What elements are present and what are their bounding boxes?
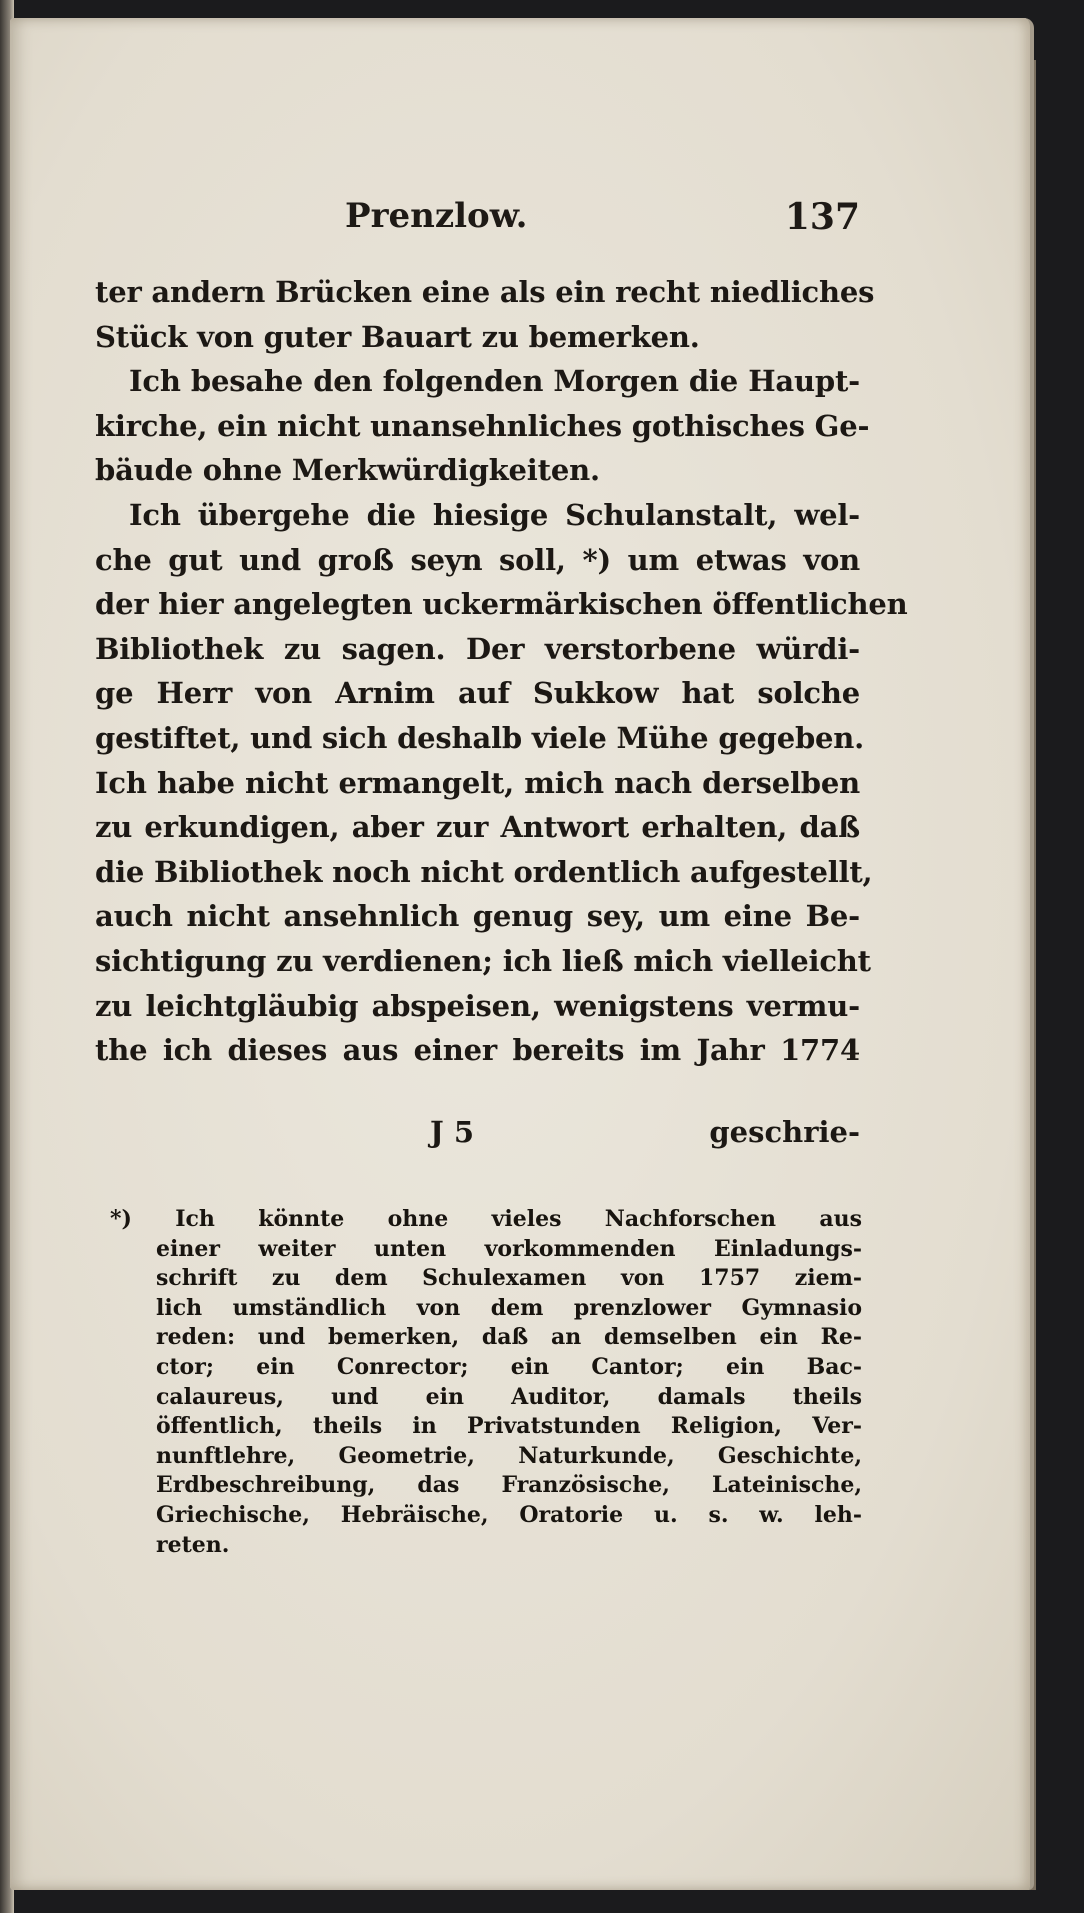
footnote	[110, 1205, 862, 1560]
page-number: 137	[784, 196, 860, 238]
text-line: zu erkundigen, aber zur Antwort erhalten, daß	[95, 810, 860, 845]
footnote-line: *) Ich könnte ohne vieles Nachforschen aus	[110, 1206, 862, 1232]
footnote-line: ctor; ein Conrector; ein Cantor; ein Bac-	[156, 1353, 862, 1380]
body-text	[95, 270, 908, 1073]
text-line: Ich übergehe die hiesige Schulanstalt, wel-	[129, 497, 860, 532]
text-line: Stück von guter Bauart zu bemerken.	[95, 319, 700, 354]
signature-mark: J 5	[430, 1115, 474, 1149]
text-line: Bibliothek zu sagen. Der verstorbene würdi-	[95, 631, 860, 666]
text-line: bäude ohne Merkwürdigkeiten.	[95, 453, 600, 488]
text-line: kirche, ein nicht unansehnliches gothisches Ge-	[95, 408, 870, 443]
footnote-line: öffentlich, theils in Privatstunden Religion, Ver-	[156, 1413, 862, 1440]
footnote-line: lich umständlich von dem prenzlower Gymnasio	[156, 1294, 862, 1321]
text-line: zu leichtgläubig abspeisen, wenigstens vermu-	[95, 988, 860, 1023]
footnote-line: einer weiter unten vorkommenden Einladungs-	[156, 1235, 862, 1262]
signature-line	[95, 1115, 860, 1159]
text-line: auch nicht ansehnlich genug sey, um eine Be-	[95, 899, 860, 934]
footnote-line: calaureus, und ein Auditor, damals theils	[156, 1383, 862, 1410]
text-line: Ich habe nicht ermangelt, mich nach derselben	[95, 765, 860, 800]
footnote-line: reten.	[156, 1531, 230, 1558]
footnote-line: schrift zu dem Schulexamen von 1757 ziem-	[156, 1265, 862, 1292]
text-line: ter andern Brücken eine als ein recht niedliches	[95, 275, 875, 309]
footnote-line: nunftlehre, Geometrie, Naturkunde, Geschichte,	[156, 1442, 862, 1469]
text-line: die Bibliothek noch nicht ordentlich aufgestellt,	[95, 854, 873, 889]
footnote-line: reden: und bemerken, daß an demselben ein Re-	[156, 1324, 862, 1351]
text-line: che gut und groß seyn soll, *) um etwas von	[95, 542, 860, 577]
catchword: geschrie-	[709, 1115, 860, 1149]
footnote-line: Erdbeschreibung, das Französische, Lateinische,	[156, 1472, 862, 1499]
text-line: der hier angelegten uckermärkischen öffentlichen	[95, 587, 908, 622]
footnote-line: Griechische, Hebräische, Oratorie u. s. w. leh-	[156, 1501, 862, 1528]
running-title: Prenzlow.	[345, 196, 528, 236]
text-line: sichtigung zu verdienen; ich ließ mich vielleicht	[95, 943, 871, 978]
text-line: Ich besahe den folgenden Morgen die Haupt-	[129, 364, 860, 399]
text-line: ge Herr von Arnim auf Sukkow hat solche	[95, 676, 860, 711]
text-line: gestiftet, und sich deshalb viele Mühe gegeben.	[95, 720, 865, 755]
running-head	[95, 196, 860, 246]
text-line: the ich dieses aus einer bereits im Jahr 1774	[95, 1033, 860, 1068]
